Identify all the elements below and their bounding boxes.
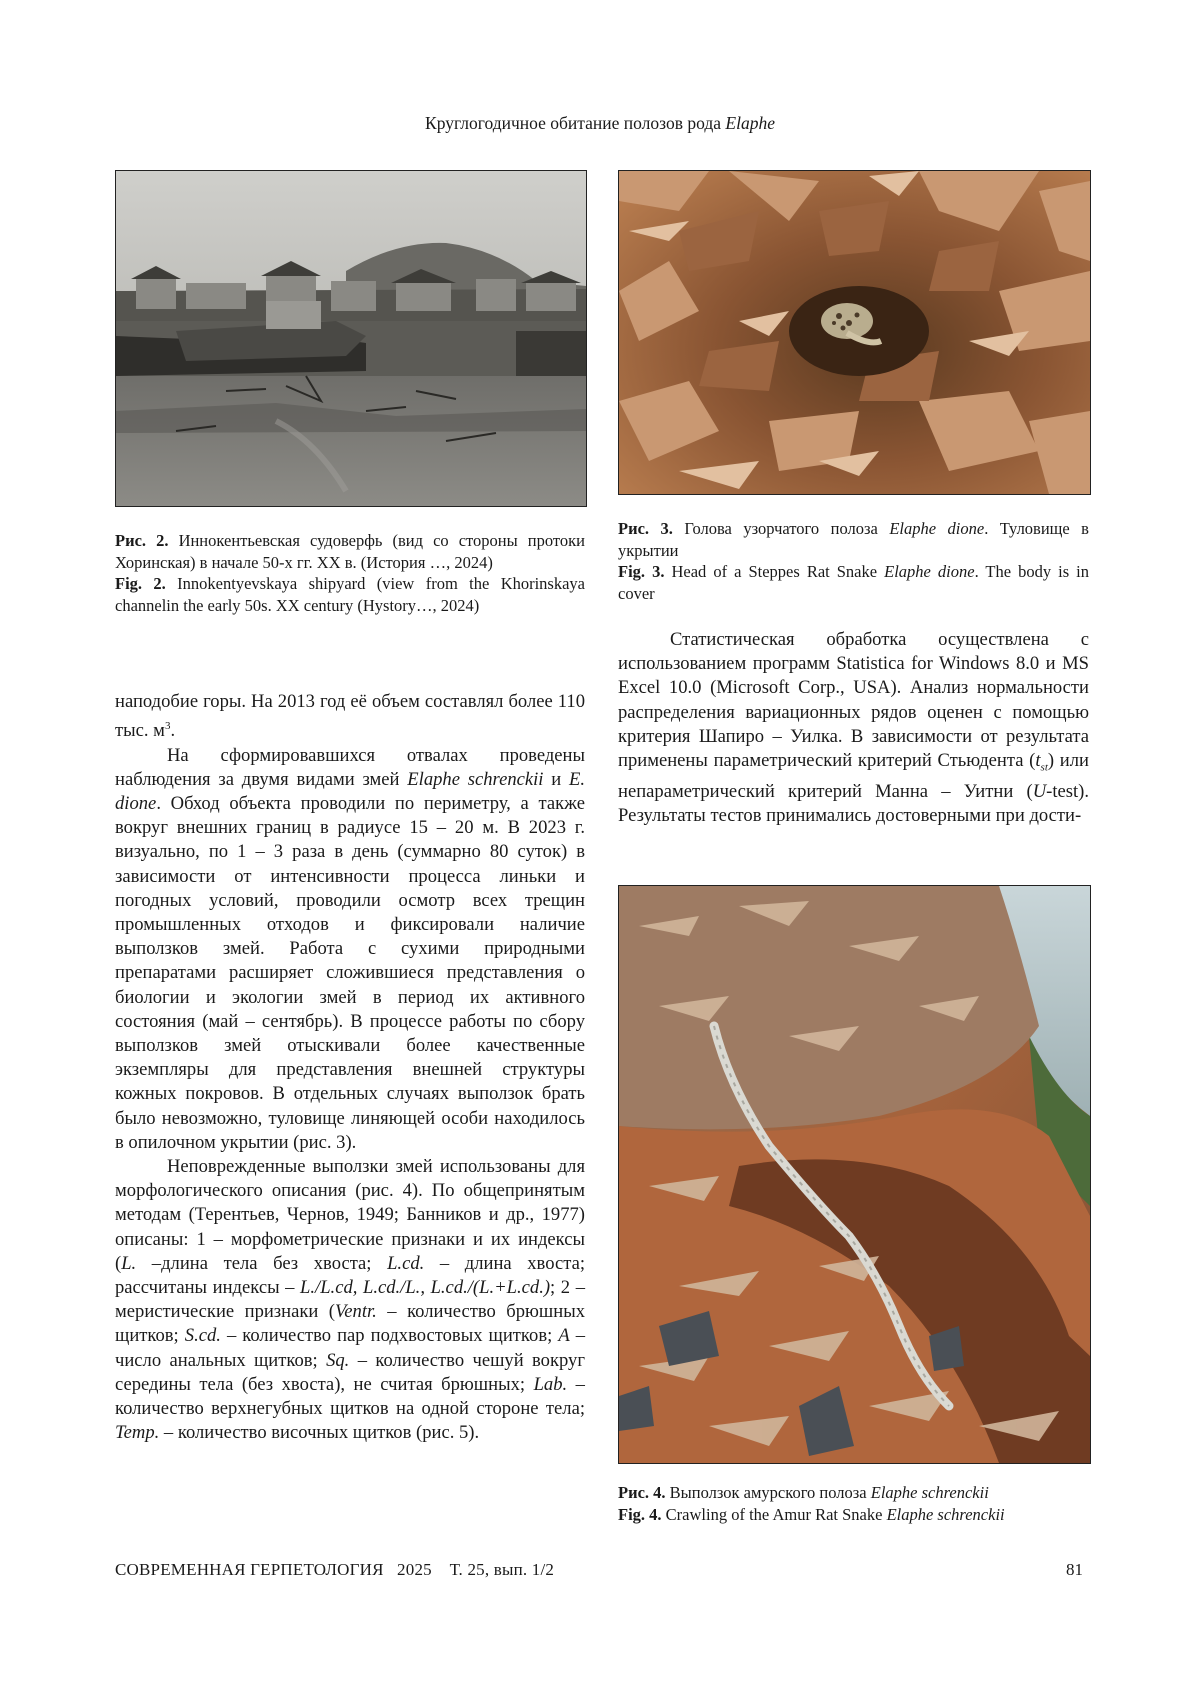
figure-4-caption: Рис. 4. Выползок амурского полоза Elaphe schrenckii Fig. 4. Crawling of the Amur Rat Snake Elaphe schrenckii xyxy=(618,1483,1005,1524)
figure-3-caption: Рис. 3. Голова узорчатого полоза Elaphe dione. Туловище в укрытии Fig. 3. Head of a Steppes Rat Snake Elaphe dione. The body is in cover xyxy=(618,519,1090,603)
left-column-text xyxy=(115,690,585,1445)
paragraph: На сформировавшихся отвалах проведены наблюдения за двумя видами змей Elaphe schrenckii и E. dione. Обход объекта проводили по периметру, а также вокруг внешних границ в радиусе 15 – 20 м. В 2023 г. визуально, по 1 – 3 раза в день (суммарно 80 суток) в зависимости от интенсивности процесса линьки и погодных условий, проводили осмотр всех трещин промышленных отходов и фиксировали наличие выползков змей. Работа с сухими природными препаратами расширяет сложившиеся представления о биологии и экологии змей в период их активного состояния (май – сентябрь). В процессе работы по сбору выползков змей отыскивали более качественные экземпляры для представления внешней структуры кожных покровов. В отдельных случаях выползок брать было невозможно, туловище линяющей особи находилось в опилочном укрытии (рис. 3). xyxy=(115,744,585,1153)
right-column-text xyxy=(618,628,1089,828)
figure-3-image xyxy=(618,170,1091,495)
paragraph: наподобие горы. На 2013 год её объем составлял более 110 тыс. $м^3$. xyxy=(115,691,585,742)
figure-2-caption: Рис. 2. Иннокентьевская судоверфь (вид со стороны протоки Хоринская) в начале 50-х гг. XX в. (История …, 2024) Fig. 2. Innokentyevskaya shipyard (view from the Khorinskaya channelin the early 50s. XX century (Hystory…, 2024) xyxy=(115,531,586,615)
running-head: Круглогодичное обитание полозов рода Elaphe xyxy=(425,113,775,133)
figure-2-image xyxy=(115,170,587,507)
paragraph: Статистическая обработка осуществлена с использованием программ Statistica for Windows 8.0 и MS Excel 10.0 (Microsoft Corp., USA). Анализ нормальности распределения вариационных рядов оценен с помощью критерия Шапиро – Уилка. В зависимости от результата применены параметрический критерий Стьюдента $(t_{st})$ или непараметрический критерий Манна – Уитни (U-test). Результаты тестов принимались достоверными при дости- xyxy=(618,629,1089,827)
page-number: 81 xyxy=(1066,1560,1083,1579)
footer-journal: СОВРЕМЕННАЯ ГЕРПЕТОЛОГИЯ 2025 Т. 25, вып. 1/2 xyxy=(115,1560,555,1579)
figure-4-image xyxy=(618,885,1091,1464)
paragraph: Неповрежденные выползки змей использованы для морфологического описания (рис. 4). По общепринятым методам (Терентьев, Чернов, 1949; Банников и др., 1977) описаны: 1 – морфометрические признаки и их индексы (L. –длина тела без хвоста; L.cd. – длина хвоста; рассчитаны индексы – L./L.cd, L.cd./L., L.cd./(L.+L.cd.); 2 – меристические признаки (Ventr. – количество брюшных щитков; S.cd. – количество пар подхвостовых щитков; A – число анальных щитков; Sq. – количество чешуй вокруг середины тела (без хвоста), не считая брюшных; Lab. – количество верхнегубных щитков на одной стороне тела; Temp. – количество височных щитков (рис. 5). xyxy=(115,1156,586,1444)
